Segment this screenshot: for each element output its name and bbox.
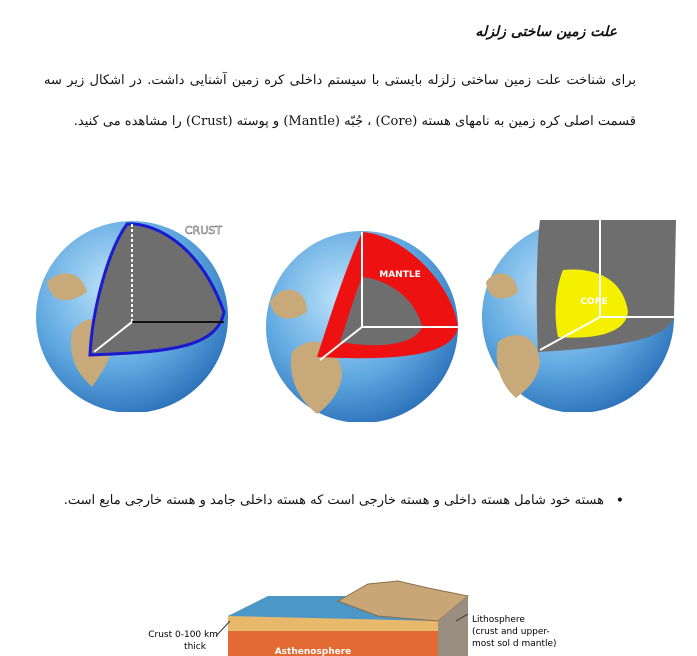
core-label: CORE <box>580 297 608 307</box>
lithosphere-label: Lithosphere <box>472 615 525 625</box>
crust-thickness-label: Crust 0-100 km <box>148 630 218 640</box>
bullet-text: هسته خود شامل هسته داخلی و هسته خارجی است که هسته داخلی جامد و هسته خارجی مایع است. <box>63 493 604 508</box>
crust-label: CRUST <box>184 224 222 237</box>
crust-thick-label: thick <box>184 642 206 652</box>
lithosphere-desc-2: most sol d mantle) <box>472 639 557 649</box>
bullet-list <box>44 480 624 522</box>
intro-paragraph: برای شناخت علت زمین ساختی زلزله بایستی با سیستم داخلی کره زمین آشنایی داشت. در اشکال زیر سه قسمت اصلی کره زمین به نامهای هسته (Core) ، جُبّه (Mantle) و پوسته (Crust) را مشاهده می کنید. <box>44 73 636 129</box>
crust-globe-figure <box>32 212 232 412</box>
mantle-globe-figure <box>262 222 462 422</box>
mantle-label: MANTLE <box>379 270 421 280</box>
asthenosphere-label: Asthenosphere <box>274 647 352 656</box>
lithosphere-desc-1: (crust and upper- <box>472 627 550 637</box>
bullet-dot: • <box>615 493 624 509</box>
document-title: علت زمین ساختی زلزله <box>475 24 617 40</box>
lithosphere-diagram <box>138 576 578 656</box>
core-globe-figure <box>478 212 678 412</box>
